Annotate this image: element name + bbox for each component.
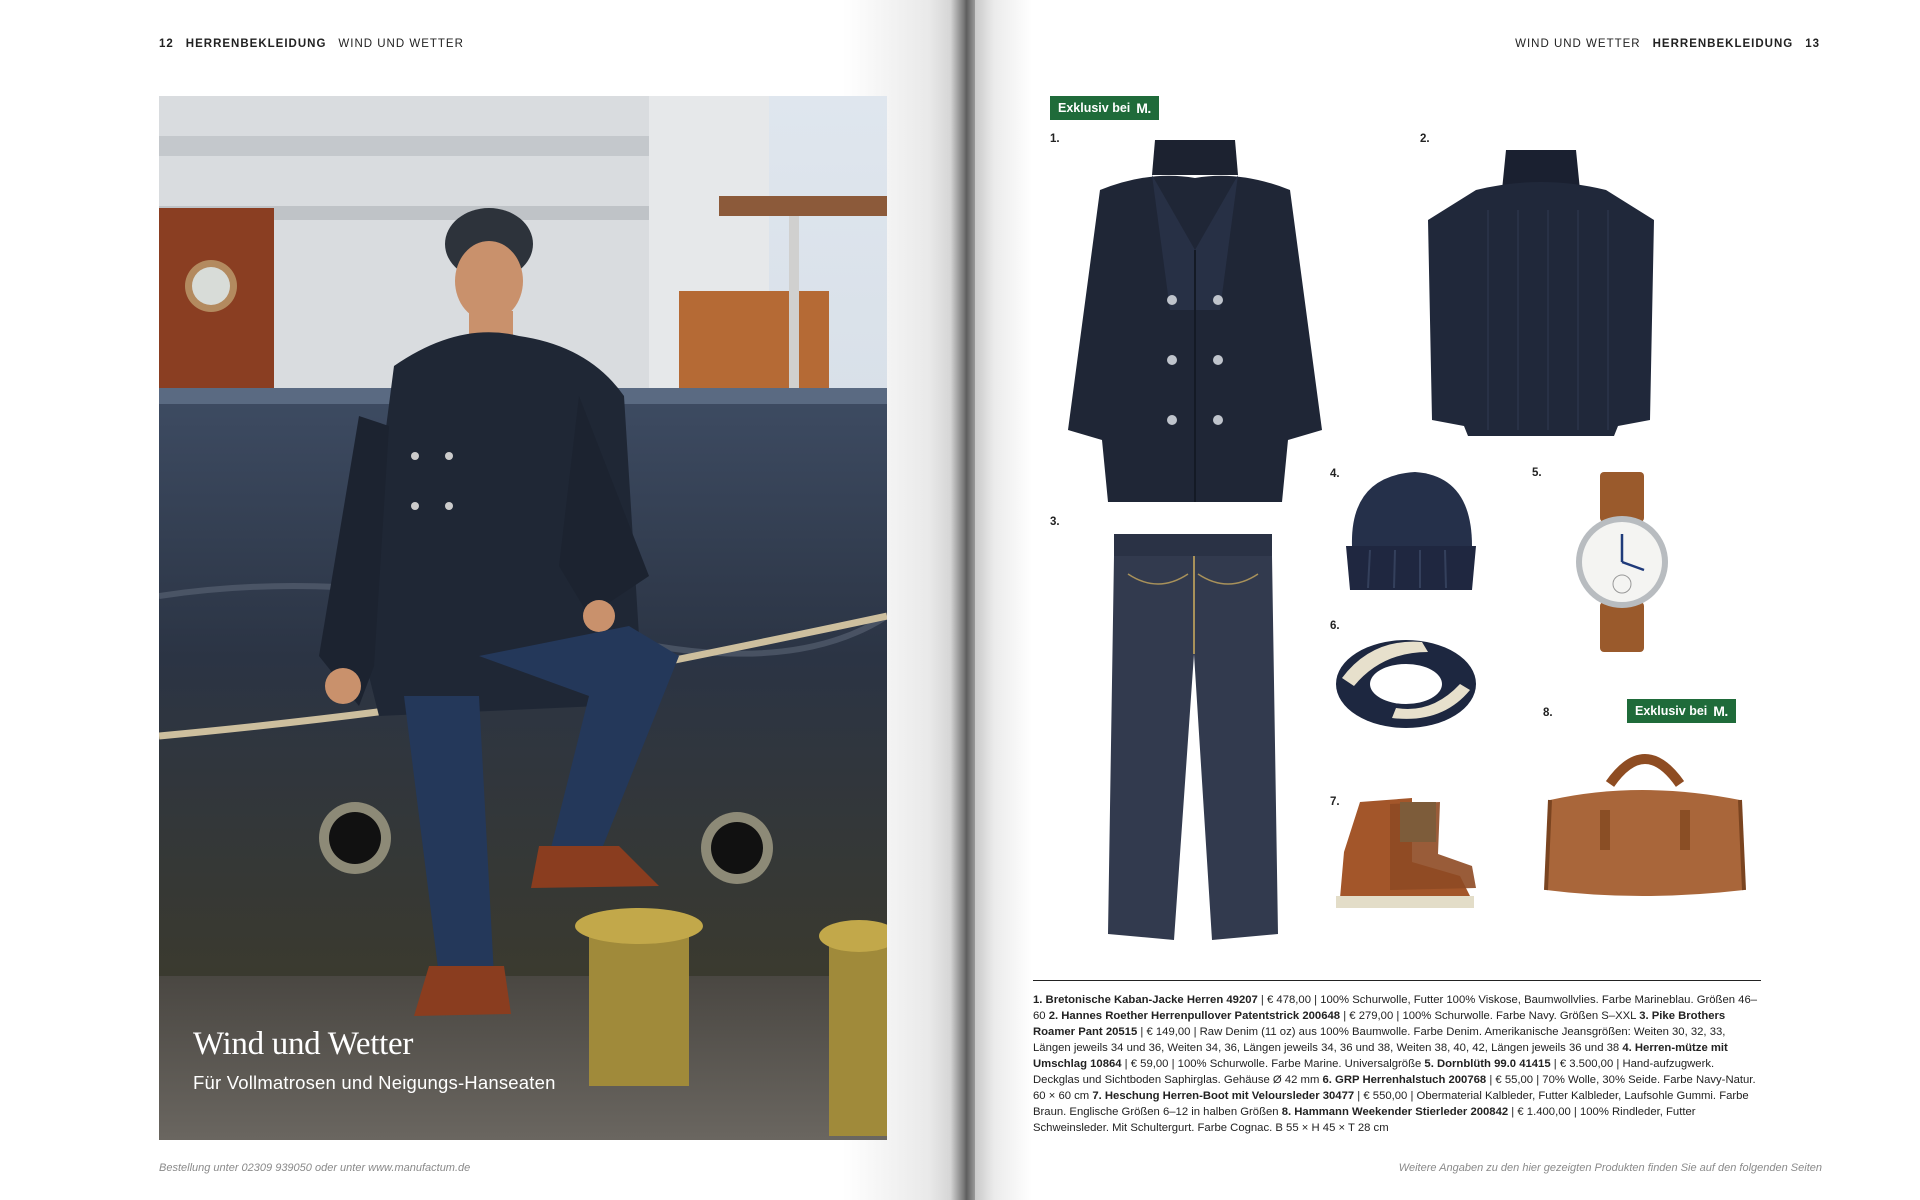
product-number-7: 7. [1330, 796, 1340, 808]
desc-2-name: 2. Hannes Roether Herrenpullover Patentstrick 200648 [1048, 1010, 1341, 1022]
desc-7-details: | € 550,00 | Obermaterial Kalbleder, Futter Kalbleder, Laufsohle Gummi. Farbe Braun. Englische Größen 6–12 in halben Größen [1033, 1090, 1749, 1118]
desc-8-details: | € 1.400,00 | 100% Rindleder, Futter Schweinsleder. Mit Schultergurt. Farbe Cognac. B 55 × H 45 × T 28 cm [1033, 1106, 1696, 1134]
desc-5-details: | € 3.500,00 | Hand-aufzugwerk. Deckglas und Sichtboden Saphirglas. Gehäuse Ø 42 mm [1033, 1058, 1715, 1086]
desc-4-details: | € 59,00 | 100% Schurwolle. Farbe Marine. Universalgröße [1121, 1058, 1425, 1070]
product-number-6: 6. [1330, 620, 1340, 632]
desc-2-details: | € 279,00 | 100% Schurwolle. Farbe Navy. Größen S–XXL [1340, 1010, 1640, 1022]
desc-1-details: | € 478,00 | 100% Schurwolle, Futter 100% Viskose, Baumwollvlies. Farbe Marineblau. Größen 46–60 [1033, 994, 1758, 1022]
left-page-number: 12 [159, 38, 174, 50]
badge-1-logo: M. [1136, 100, 1151, 116]
description-divider [1033, 980, 1761, 981]
turtleneck-sweater-image [1428, 150, 1654, 436]
desc-8-name: 8. Hammann Weekender Stierleder 200842 [1281, 1106, 1509, 1118]
lifestyle-photo [159, 96, 887, 1140]
product-number-3: 3. [1050, 516, 1060, 528]
product-number-5: 5. [1532, 467, 1542, 479]
knit-beanie-image [1340, 466, 1480, 596]
desc-6-name: 6. GRP Herrenhalstuch 200768 [1322, 1074, 1487, 1086]
raw-denim-jeans-image [1108, 534, 1278, 940]
photo-headline: Wind und Wetter [193, 1026, 414, 1062]
right-page-number: 13 [1805, 38, 1820, 50]
badge-1-text: Exklusiv bei [1058, 101, 1131, 115]
desc-3-name: 3. Pike Brothers Roamer Pant 20515 [1033, 1010, 1726, 1038]
left-section-title: HERRENBEKLEIDUNG [185, 38, 327, 50]
right-running-header [1515, 38, 1820, 50]
product-descriptions [1033, 992, 1761, 1136]
desc-7-name: 7. Heschung Herren-Boot mit Veloursleder 30477 [1092, 1090, 1355, 1102]
badge-8-logo: M. [1713, 703, 1728, 719]
product-number-1: 1. [1050, 133, 1060, 145]
leather-boots-image [1320, 792, 1476, 912]
badge-8-text: Exklusiv bei [1635, 704, 1708, 718]
exclusive-badge-1 [1050, 96, 1159, 120]
pea-coat-image [1060, 130, 1330, 502]
right-footer: Weitere Angaben zu den hier gezeigten Produkten finden Sie auf den folgenden Seiten [1398, 1162, 1822, 1174]
harbor-scene-image [159, 96, 887, 1140]
desc-5-name: 5. Dornblüth 99.0 41415 [1424, 1058, 1551, 1070]
left-subsection-title: WIND UND WETTER [338, 38, 464, 50]
neck-scarf-image [1332, 628, 1480, 740]
leather-weekender-bag-image [1540, 740, 1750, 900]
left-running-header [159, 38, 464, 50]
desc-6-details: | € 55,00 | 70% Wolle, 30% Seide. Farbe Navy-Natur. 60 × 60 cm [1033, 1074, 1756, 1102]
left-footer: Bestellung unter 02309 939050 oder unter www.manufactum.de [159, 1162, 471, 1174]
product-number-8: 8. [1543, 707, 1553, 719]
desc-3-details: | € 149,00 | Raw Denim (11 oz) aus 100% Baumwolle. Farbe Denim. Amerikanische Jeansgrößen: Weiten 30, 32, 33, Längen jeweils 34 und 36, Weiten 34, 36, Längen jeweils 34, 36 und 38, Weiten 38, 40, 42, Längen jeweils 36 und 38 [1033, 1026, 1726, 1054]
desc-4-name: 4. Herren-mütze mit Umschlag 10864 [1033, 1042, 1728, 1070]
product-number-2: 2. [1420, 133, 1430, 145]
product-number-4: 4. [1330, 468, 1340, 480]
desc-1-name: 1. Bretonische Kaban-Jacke Herren 49207 [1033, 994, 1258, 1006]
right-subsection-title: WIND UND WETTER [1515, 38, 1641, 50]
wristwatch-image [1570, 472, 1674, 652]
left-page [0, 0, 958, 1200]
right-section-title: HERRENBEKLEIDUNG [1652, 38, 1794, 50]
photo-subheadline: Für Vollmatrosen und Neigungs-Hanseaten [193, 1072, 556, 1093]
exclusive-badge-8 [1627, 699, 1736, 723]
